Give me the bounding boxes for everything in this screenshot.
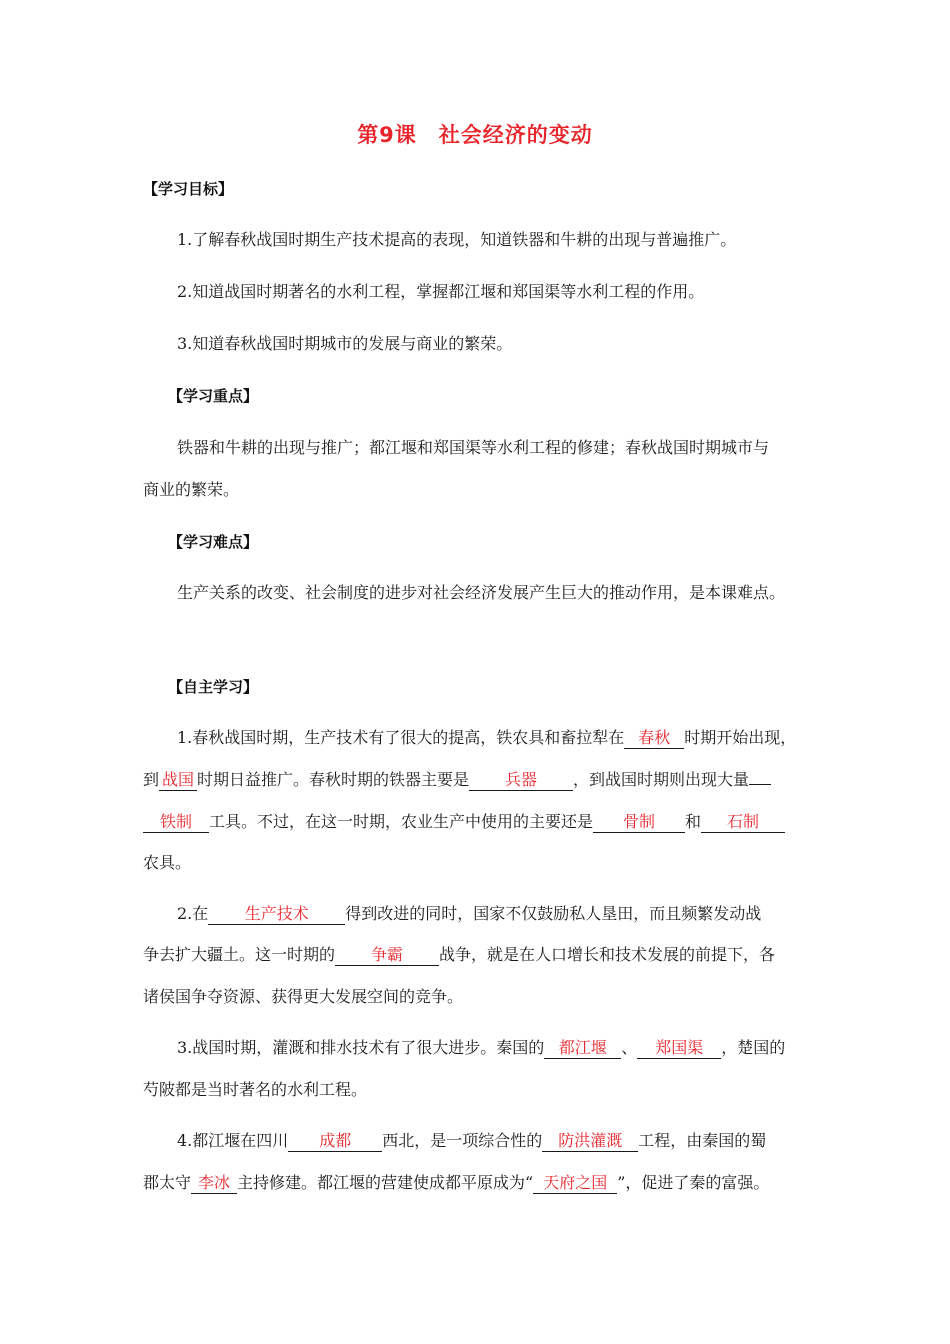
q2-answer-2: 争霸: [371, 945, 404, 964]
q1-answer-3: 兵器: [505, 770, 538, 789]
q1-line-4: 农具。: [143, 853, 192, 872]
goal-item-2: 2.知道战国时期著名的水利工程，掌握都江堰和郑国渠等水利工程的作用。: [177, 282, 705, 301]
q3-blank-2: [637, 1038, 721, 1059]
q4-text: 主持修建。都江堰的营建使成都平原成为“: [237, 1173, 534, 1192]
q1-line-1: [177, 727, 796, 749]
key-points-heading: 【学习重点】: [168, 387, 259, 405]
q4-text: 工程，由秦国的蜀: [638, 1131, 767, 1150]
q4-blank-1: [288, 1131, 382, 1152]
q4-answer-2: 防洪灌溉: [558, 1131, 623, 1150]
q1-text: 到: [143, 770, 160, 789]
q1-answer-1: 春秋: [638, 728, 671, 747]
q1-blank-5: [593, 812, 685, 833]
q1-text: 时期日益推广。春秋时期的铁器主要是: [197, 770, 470, 789]
key-points-line-1: 铁器和牛耕的出现与推广；都江堰和郑国渠等水利工程的修建；春秋战国时期城市与: [177, 438, 770, 457]
q3-answer-2: 郑国渠: [655, 1038, 704, 1057]
key-points-line-2: 商业的繁荣。: [143, 480, 240, 499]
q2-text: 2.在: [177, 904, 209, 923]
q4-text: 郡太守: [143, 1173, 192, 1192]
q3-line-2: 芍陂都是当时著名的水利工程。: [143, 1080, 368, 1099]
q4-answer-3: 李冰: [198, 1173, 231, 1192]
q1-blank-4: [143, 812, 209, 833]
q1-answer-4: 铁制: [159, 812, 192, 831]
q1-text: 1.春秋战国时期，生产技术有了很大的提高，铁农具和畜拉犁在: [177, 728, 625, 747]
q4-text: 4.都江堰在四川: [177, 1131, 289, 1150]
q3-text: ，楚国的: [721, 1038, 786, 1057]
q3-text: 、: [621, 1038, 638, 1057]
q2-line-1: [177, 903, 761, 925]
q1-answer-6: 石制: [727, 812, 760, 831]
q1-text: ，到战国时期则出现大量: [573, 770, 750, 789]
q1-line-2: [143, 769, 771, 791]
q2-line-2: [143, 944, 775, 966]
q1-text: 和: [685, 812, 702, 831]
q1-blank-4a: [749, 784, 771, 785]
q1-answer-5: 骨制: [623, 812, 656, 831]
difficulty-heading: 【学习难点】: [168, 533, 259, 551]
q1-blank-6: [701, 812, 785, 833]
q1-blank-1: [624, 728, 684, 749]
q2-text: 战争，就是在人口增长和技术发展的前提下，各: [439, 945, 776, 964]
q4-line-2: [143, 1172, 769, 1194]
goal-item-3: 3.知道春秋战国时期城市的发展与商业的繁荣。: [177, 334, 513, 353]
q3-blank-1: [544, 1038, 621, 1059]
q1-blank-3: [469, 770, 573, 791]
page-title: 第9课 社会经济的变动: [357, 123, 593, 147]
q3-answer-1: 都江堰: [558, 1038, 607, 1057]
self-study-heading: 【自主学习】: [168, 678, 259, 696]
q4-answer-4: 天府之国: [543, 1173, 608, 1192]
q1-text: 工具。不过，在这一时期，农业生产中使用的主要还是: [209, 812, 594, 831]
q1-answer-2: 战国: [162, 770, 195, 789]
q4-blank-2: [542, 1131, 638, 1152]
q2-blank-1: [208, 904, 345, 925]
q2-blank-2: [335, 945, 439, 966]
q1-blank-2: [159, 770, 197, 791]
q4-line-1: [177, 1130, 766, 1152]
goal-item-1: 1.了解春秋战国时期生产技术提高的表现，知道铁器和牛耕的出现与普遍推广。: [177, 230, 737, 249]
q2-line-3: 诸侯国争夺资源、获得更大发展空间的竞争。: [143, 987, 464, 1006]
q4-text: ”，促进了秦的富强。: [617, 1173, 770, 1192]
q2-text: 争去扩大疆土。这一时期的: [143, 945, 336, 964]
q1-text: 时期开始出现，: [684, 728, 797, 747]
difficulty-text: 生产关系的改变、社会制度的进步对社会经济发展产生巨大的推动作用，是本课难点。: [177, 583, 786, 602]
q4-text: 西北，是一项综合性的: [382, 1131, 543, 1150]
q4-answer-1: 成都: [319, 1131, 352, 1150]
q3-line-1: [177, 1037, 785, 1059]
q4-blank-3: [191, 1173, 237, 1194]
q2-text: 得到改进的同时，国家不仅鼓励私人垦田，而且频繁发动战: [345, 904, 762, 923]
q1-line-3: [143, 811, 785, 833]
q2-answer-1: 生产技术: [244, 904, 309, 923]
q3-text: 3.战国时期，灌溉和排水技术有了很大进步。秦国的: [177, 1038, 545, 1057]
goals-heading: 【学习目标】: [143, 180, 234, 198]
q4-blank-4: [533, 1173, 617, 1194]
